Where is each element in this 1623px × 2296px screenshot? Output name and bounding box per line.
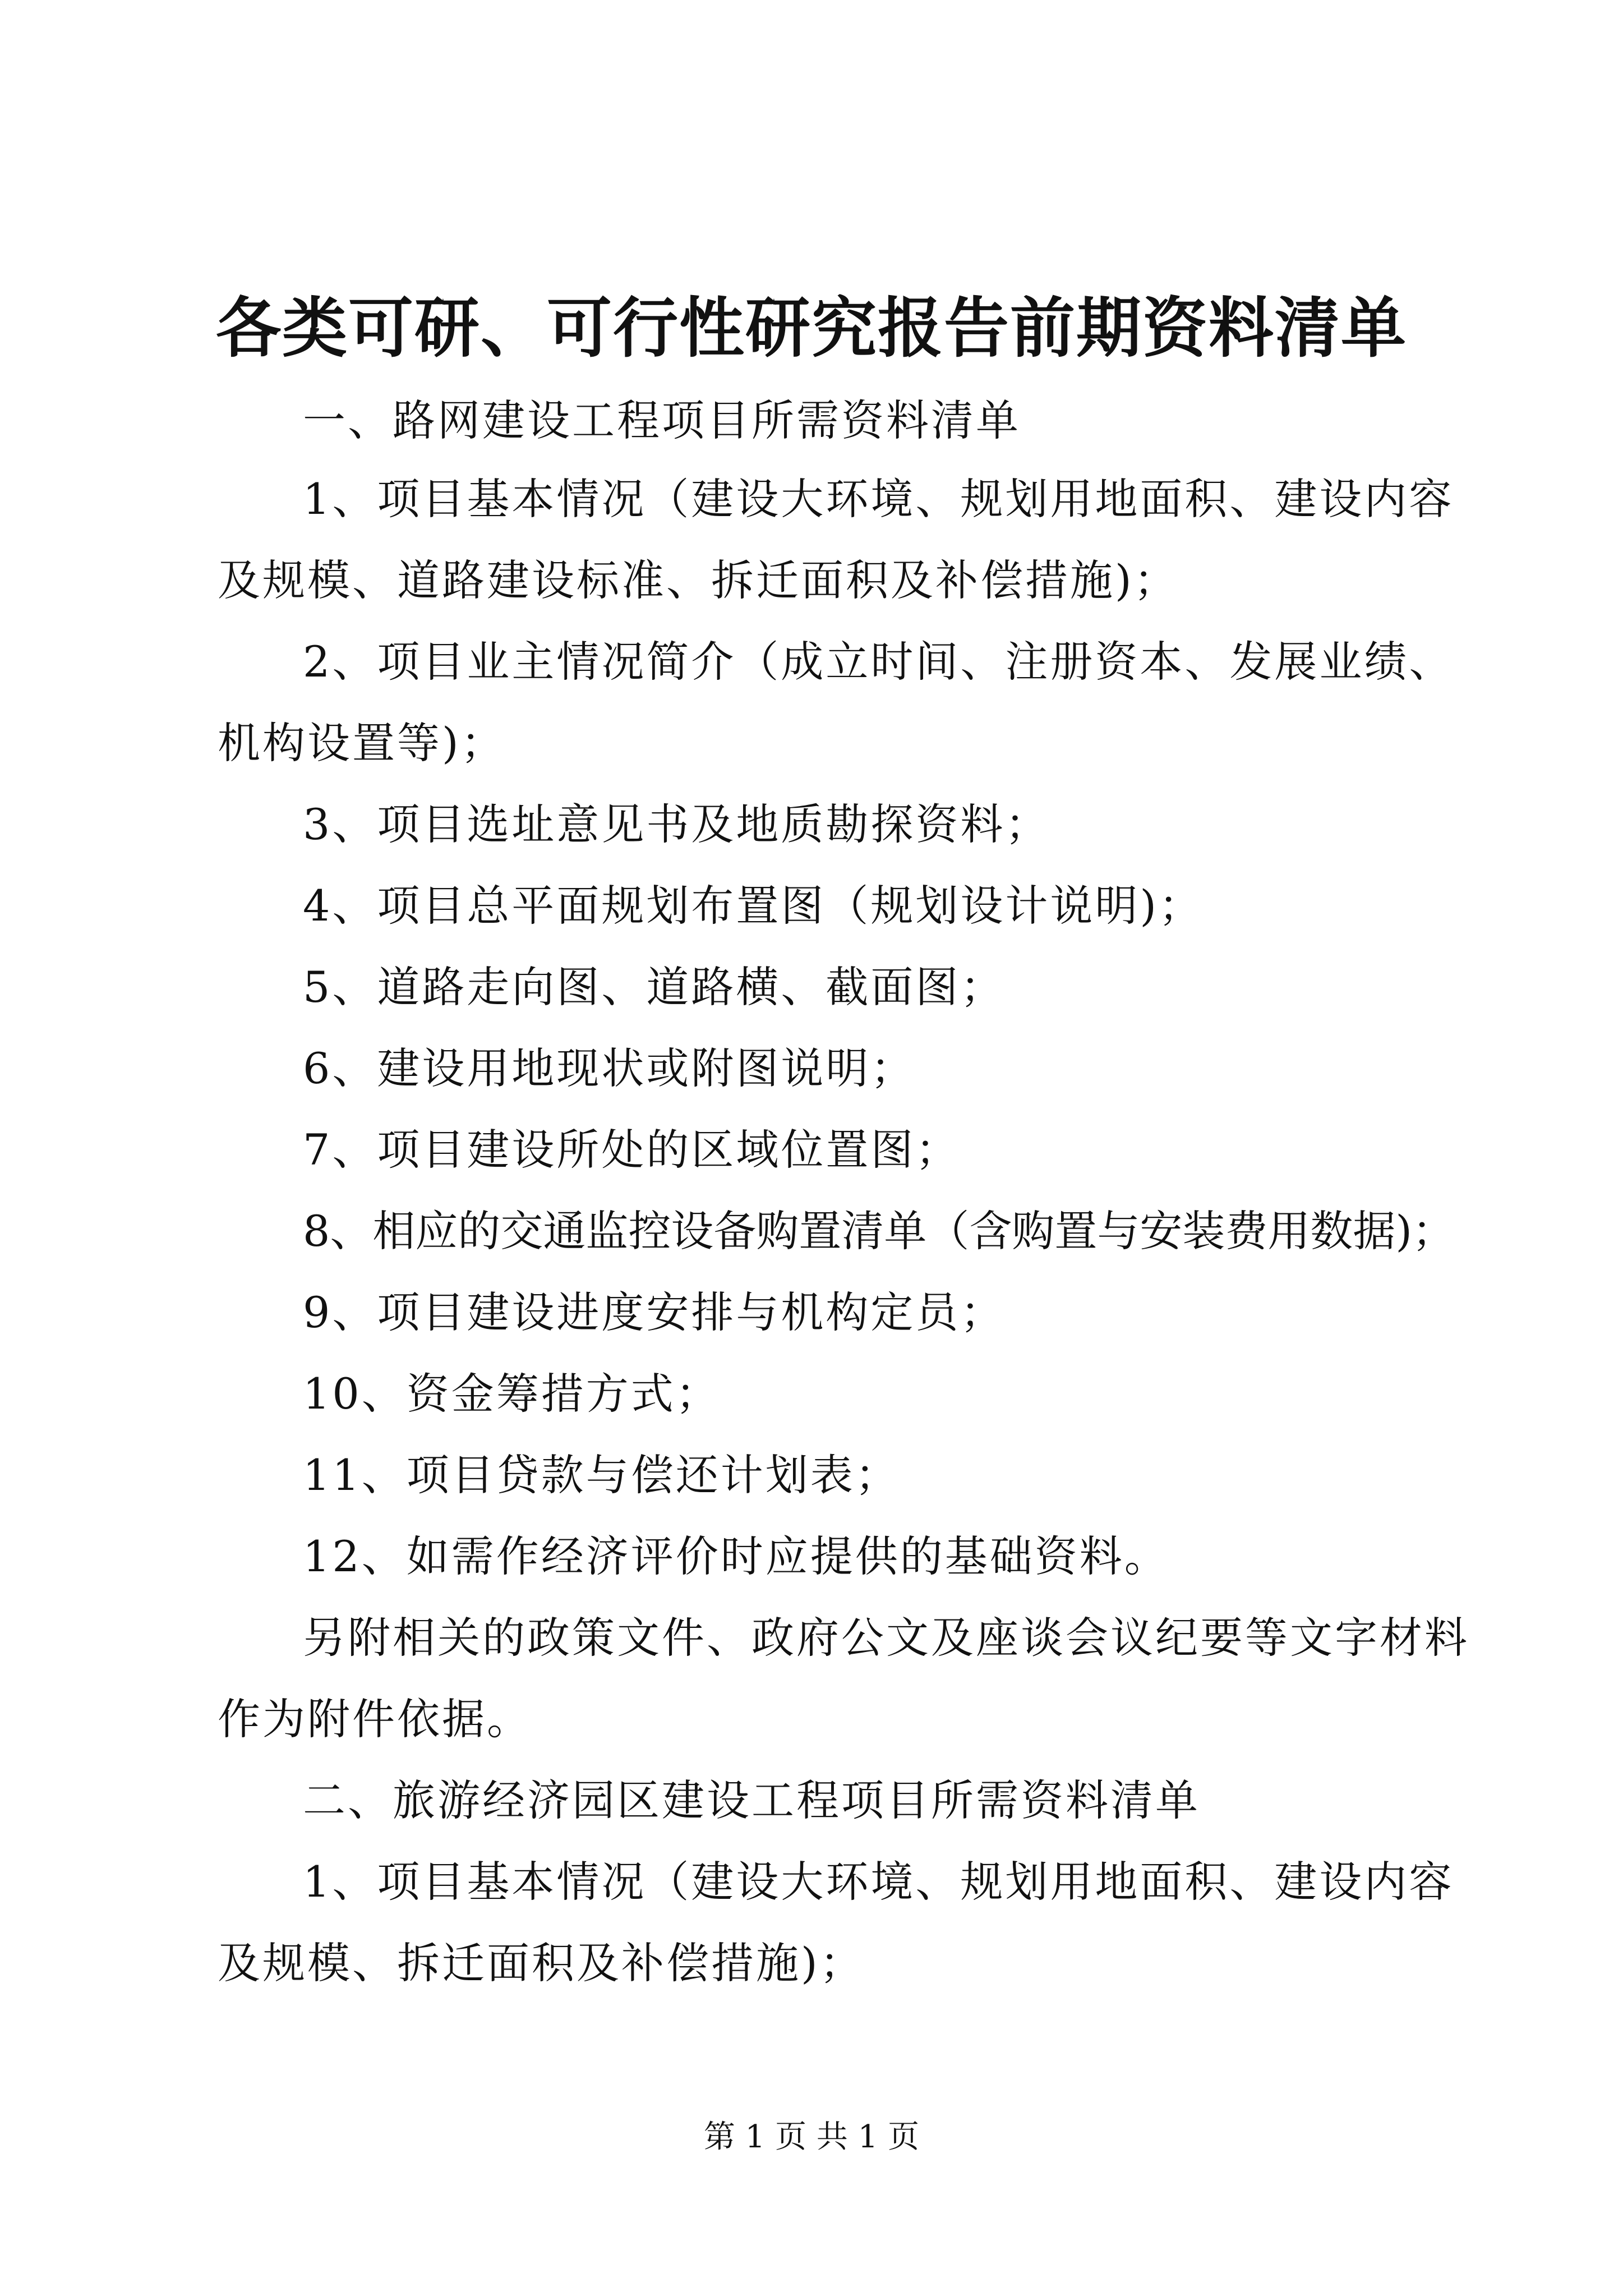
list-item-1-3: 3、项目选址意见书及地质勘探资料； <box>303 799 1050 849</box>
list-item-1-1: 1、项目基本情况（建设大环境、规划用地面积、建设内容 <box>303 474 1454 524</box>
list-item-2-1-cont: 及规模、拆迁面积及补偿措施)； <box>218 1938 865 1988</box>
list-item-1-11: 11、项目贷款与偿还计划表； <box>303 1450 900 1500</box>
list-item-1-6: 6、建设用地现状或附图说明； <box>303 1043 916 1093</box>
section-heading-2: 二、旅游经济园区建设工程项目所需资料清单 <box>303 1775 1200 1825</box>
appendix-note-cont: 作为附件依据。 <box>218 1694 532 1744</box>
document-title: 各类可研、可行性研究报告前期资料清单 <box>216 290 1407 366</box>
list-item-1-1-cont: 及规模、道路建设标准、拆迁面积及补偿措施)； <box>218 555 1179 605</box>
list-item-1-10: 10、资金筹措方式； <box>303 1369 721 1419</box>
list-item-1-2-cont: 机构设置等)； <box>218 718 506 768</box>
section-heading-1: 一、路网建设工程项目所需资料清单 <box>303 395 1021 445</box>
list-item-1-2: 2、项目业主情况简介（成立时间、注册资本、发展业绩、 <box>303 637 1454 687</box>
list-item-2-1: 1、项目基本情况（建设大环境、规划用地面积、建设内容 <box>303 1857 1454 1907</box>
list-item-1-5: 5、道路走向图、道路横、截面图； <box>303 962 1006 1012</box>
page-footer: 第 1 页 共 1 页 <box>703 2119 920 2155</box>
list-item-1-7: 7、项目建设所处的区域位置图； <box>303 1125 961 1175</box>
appendix-note: 另附相关的政策文件、政府公文及座谈会议纪要等文字材料 <box>303 1613 1469 1663</box>
list-item-1-12: 12、如需作经济评价时应提供的基础资料。 <box>303 1531 1169 1581</box>
list-item-1-8: 8、相应的交通监控设备购置清单（含购置与安装费用数据)； <box>303 1206 1455 1256</box>
list-item-1-9: 9、项目建设进度安排与机构定员； <box>303 1287 1006 1337</box>
list-item-1-4: 4、项目总平面规划布置图（规划设计说明)； <box>303 881 1204 931</box>
